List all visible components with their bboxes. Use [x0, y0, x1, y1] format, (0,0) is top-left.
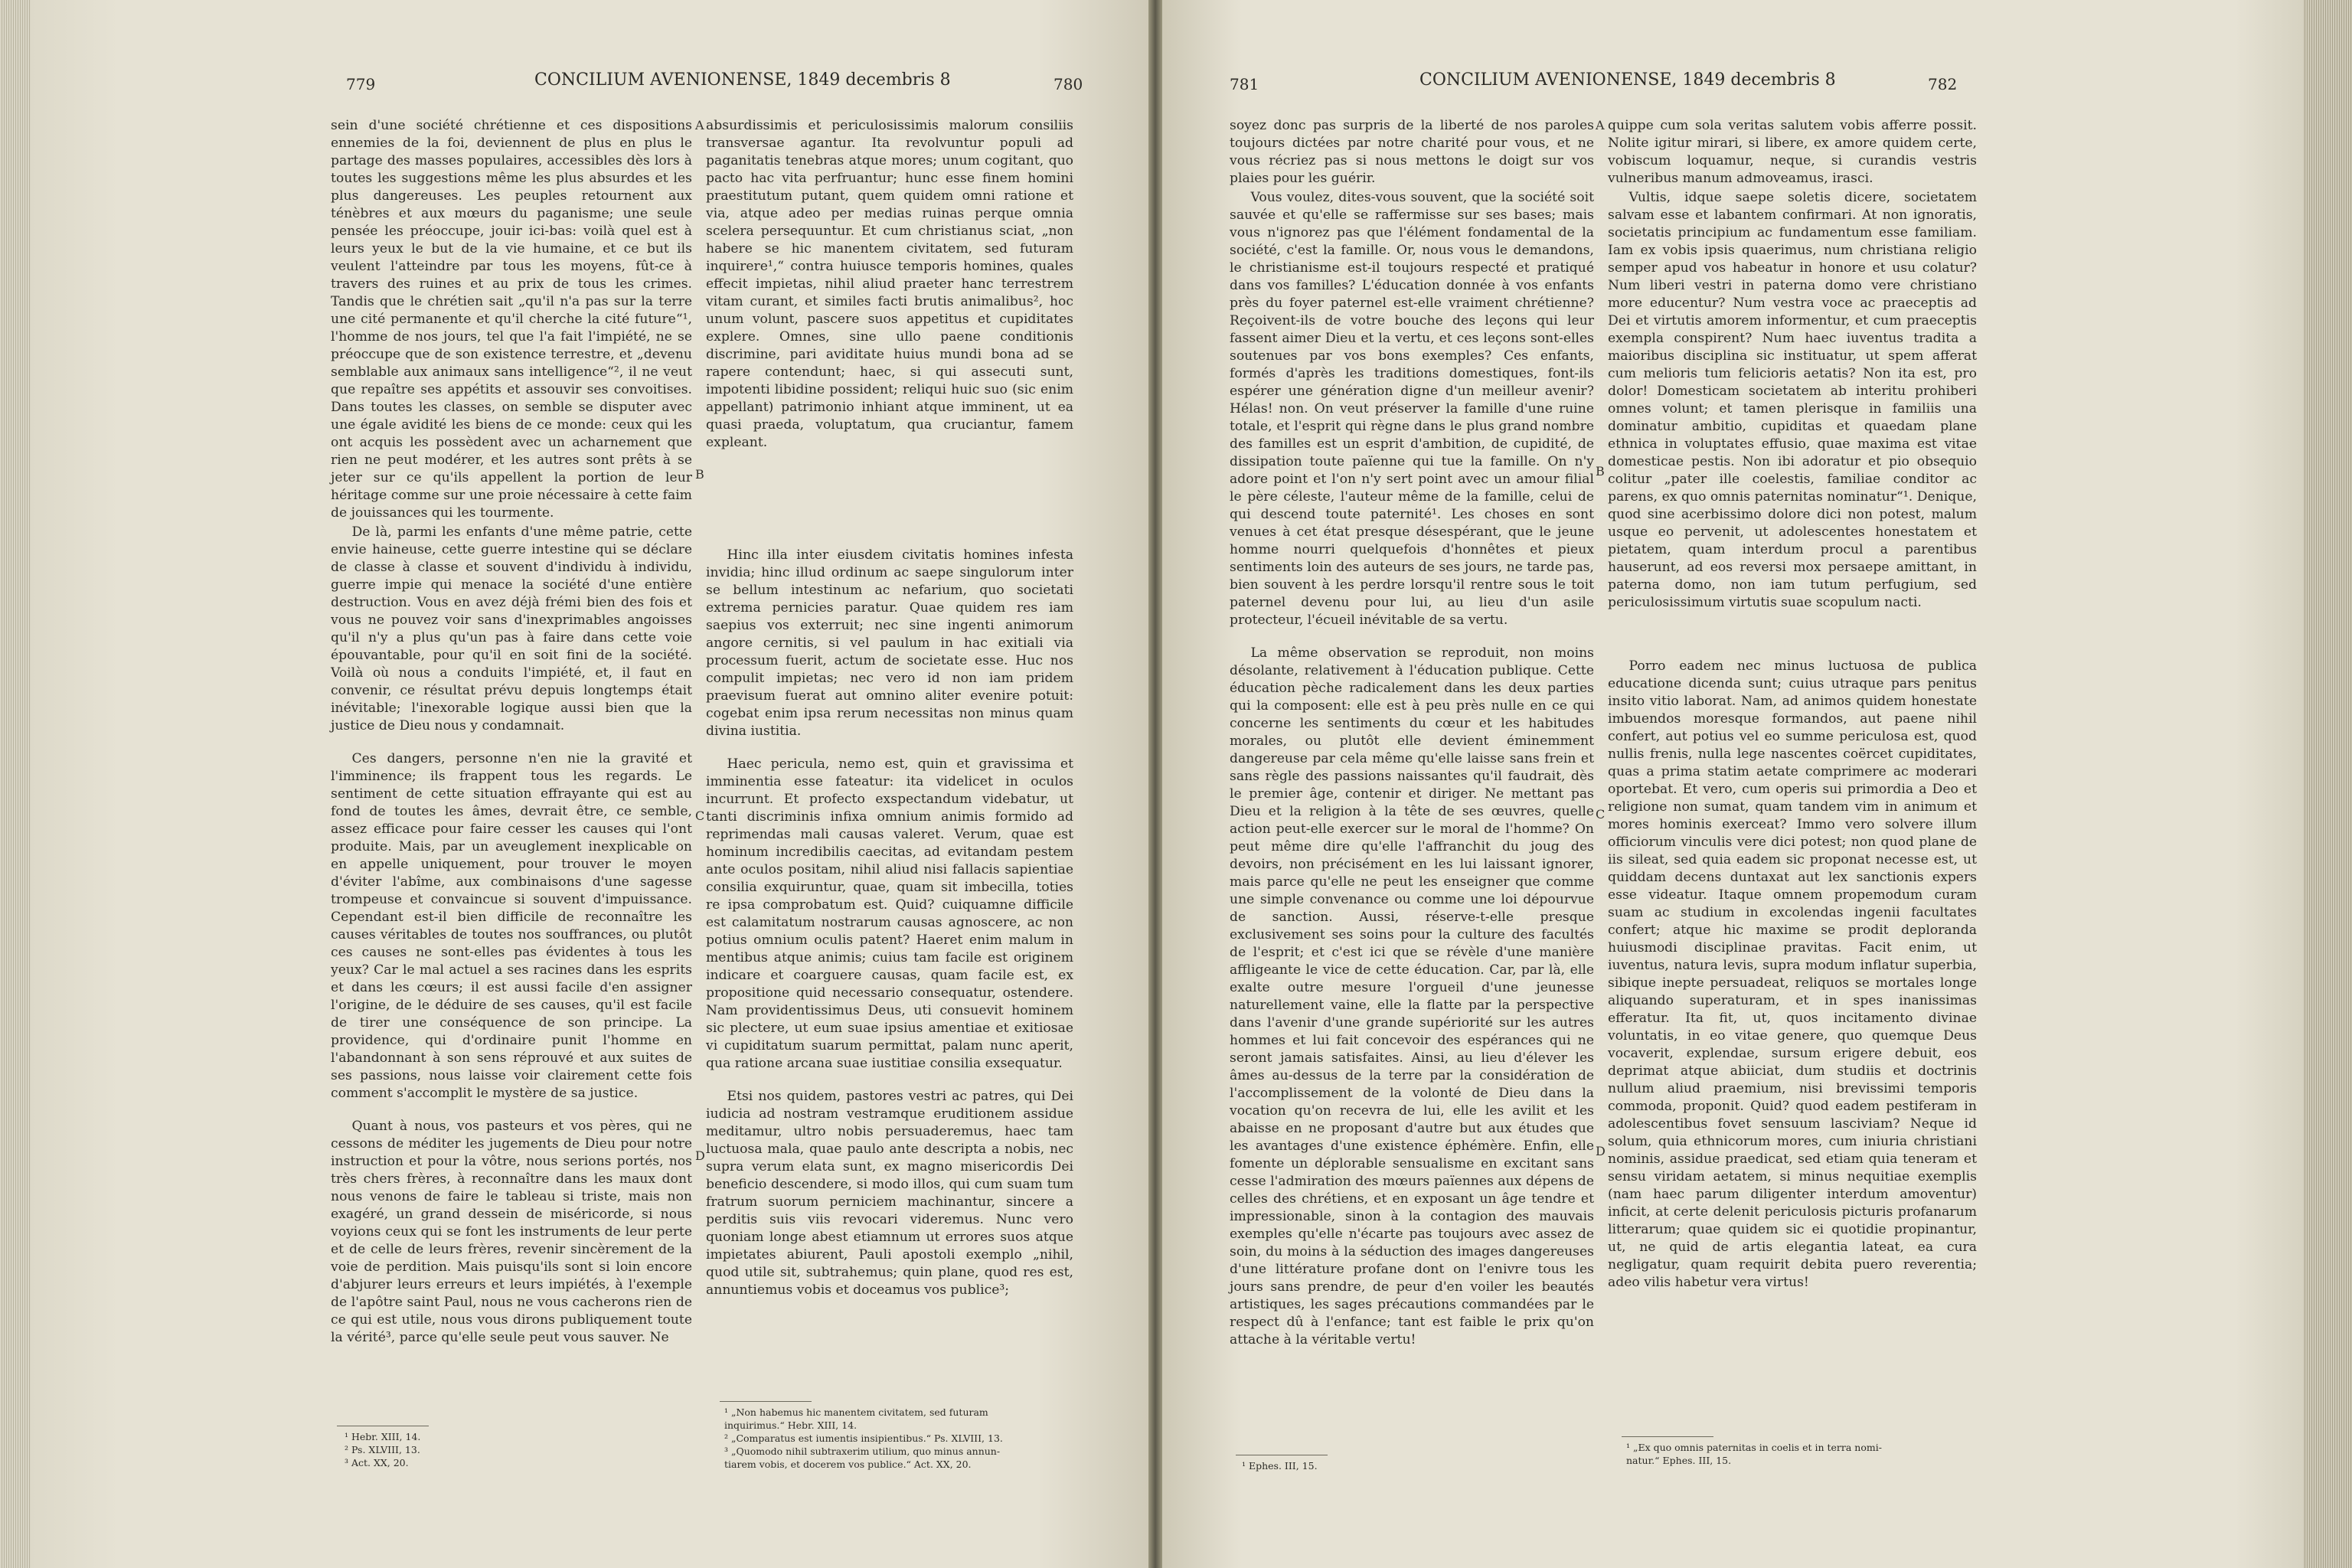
footnote-rule: [1622, 1436, 1713, 1437]
running-header-right: CONCILIUM AVENIONENSE, 1849 decembris 8: [1419, 70, 1836, 90]
paragraph: soyez donc pas surpris de la liberté de nos paroles toujours dictées par notre charité pour vous, et ne vous récriez pas si nous mettons le doigt sur vos plaies pour les guérir.: [1230, 118, 1594, 186]
footnote: ² „Comparatus est iumentis insipientibus.“ Ps. XLVIII, 13.: [724, 1432, 1003, 1444]
margin-marker-c: C: [1596, 807, 1606, 822]
footnote: ¹ Ephes. III, 15.: [1242, 1460, 1318, 1472]
footnote: ¹ „Ex quo omnis paternitas in coelis et in terra nomi-: [1626, 1442, 1882, 1453]
paragraph: Etsi nos quidem, pastores vestri ac patres, qui Dei iudicia ad nostram vestramque eruditionem assidue meditamur, ultro nobis persuaderemus, haec tam luctuosa mala, quae paulo ante descripta a nobis, nec supra verum elata sunt, ex magno misericordis Dei beneficio descendere, si modo illos, qui cum suam tum fratrum suorum perniciem machinantur, sincere a perditis suis viis revocari videremus. Nunc vero quoniam longe abest etiamnum ut errores suos atque impietates abiurent, Pauli apostoli exemplo „nihil, quod utile sit, subtrahemus; quin plane, quod res est, annuntiemus vobis et doceamus vos publice³;: [706, 1089, 1073, 1298]
right-page-latin-footnotes: [1626, 1441, 1963, 1467]
paragraph: Haec pericula, nemo est, quin et gravissima et imminentia esse fateatur: ita videlicet in oculos incurrunt. Et profecto exspectandum videbatur, ut tanti discriminis infixa omnium animis formido ad reprimendas mali causas valeret. Verum, quae est hominum incredibilis caecitas, ad evitandam pestem ante oculos positam, nihil aliud nisi fallacis sapientiae consilia exquiruntur, quae, quam sit imbecilla, toties re ipsa comprobatum est. Quid? cuiquamne difficile est calamitatum nostrarum causas agnoscere, ac non potius omnium oculis patent? Haeret enim malum in mentibus atque animis; cuius tam facile est originem indicare et coarguere causas, quam facile est, ex propositione quid necessario consequatur, ostendere. Nam providentissimus Deus, uti consuevit hominem sic plectere, ut eum suae ipsius amentiae et exitiosae vi cupiditatum suarum permittat, palam nunc aperit, qua ratione arcana suae iustitiae consilia exsequatur.: [706, 756, 1073, 1071]
margin-marker-c: C: [695, 808, 705, 823]
left-page-french-column: [331, 117, 692, 1347]
running-header-left: CONCILIUM AVENIONENSE, 1849 decembris 8: [534, 70, 951, 90]
margin-marker-a: A: [695, 118, 704, 132]
page-stack-left: [0, 0, 31, 1568]
paragraph: Vultis, idque saepe soletis dicere, societatem salvam esse et labantem confirmari. At non ignoratis, societatis principium ac fundamentum esse familiam. Iam ex vobis ipsis quaerimus, num christiana religio semper apud vos habeatur in honore et usu colatur? Num liberi vestri in paterna domo vere christiano more educentur? Num vestra voce ac praeceptis ad Dei et virtutis amorem informentur, et cum praeceptis exempla conspirent? Num haec iuventus tradita a maioribus disciplina sic instituatur, ut spem afferat cum melioris tum felicioris aetatis? Non ita est, pro dolor! Domesticam societatem ab interitu prohiberi omnes volunt; et tamen plerisque in familiis una dominatur ambitio, cupiditas et quaedam plane ethnica in voluptates effusio, quae maxima est vitae domesticae pestis. Non ibi adoratur et pio obsequio colitur „pater ille coelestis, familiae conditor ac parens, ex quo omnis paternitas nominatur“¹. Denique, quod sine acerbissimo dolore dici non potest, malum usque eo pervenit, ut adolescentes honestatem et pietatem, quam interdum procul a parentibus hauserunt, ad eos reversi mox persaepe amittant, in paterna domo, non iam tutum perfugium, sed periculosissimum virtutis suae scopulum nacti.: [1608, 190, 1977, 610]
page-number-779: 779: [346, 75, 376, 93]
right-page-latin-column: [1608, 117, 1977, 1292]
left-page-french-footnotes: [345, 1430, 420, 1469]
right-page-french-column: [1230, 117, 1594, 1349]
footnote: ³ „Quomodo nihil subtraxerim utilium, quo minus annun-: [724, 1446, 1001, 1457]
paragraph: Vous voulez, dites-vous souvent, que la société soit sauvée et qu'elle se raffermisse sur ses bases; mais vous n'ignorez pas que l'élément fondamental de la société, c'est la famille. Or, nous vous le demandons, le christianisme est-il toujours respecté et pratiqué dans vos familles? L'éducation donnée à vos enfants près du foyer paternel est-elle vraiment chrétienne? Reçoivent-ils de votre bouche des leçons qui leur fassent aimer Dieu et la vertu, et ces leçons sont-elles soutenues par vos bons exemples? Ces enfants, formés d'après les traditions domestiques, font-ils espérer une génération digne d'un meilleur avenir? Hélas! non. On veut préserver la famille d'une ruine totale, et l'esprit qui règne dans le plus grand nombre des familles est un esprit d'ambition, de cupidité, de dissipation toute païenne qui tue la famille. On n'y adore point et l'on n'y sert point avec un amour filial le père céleste, l'auteur même de la famille, celui de qui descend toute paternité¹. Les choses en sont venues à cet état presque désespérant, que le jeune homme nourri quelquefois d'honnêtes et pieux sentiments loin des auteurs de ses jours, ne tarde pas, bien souvent à les perdre lorsqu'il rentre sous le toit paternel devenu pour lui, au lieu d'un asile protecteur, l'écueil inévitable de sa vertu.: [1230, 190, 1594, 628]
book-gutter: [1148, 0, 1162, 1568]
paragraph: sein d'une société chrétienne et ces dispositions ennemies de la foi, deviennent de plus en plus le partage des masses populaires, accessibles dès lors à toutes les suggestions même les plus absurdes et les plus dangereuses. Les peuples retournent aux ténèbres et aux mœurs du paganisme; une seule pensée les préoccupe, jouir ici-bas: voilà quel est à leurs yeux le but de la vie humaine, et ce but ils veulent l'atteindre par tous les moyens, fût-ce à travers des ruines et au prix de tous les crimes. Tandis que le chrétien sait „qu'il n'a pas sur la terre une cité permanente et qu'il cherche la cité future“¹, l'homme de nos jours, tel que l'a fait l'impiété, ne se préoccupe que de son existence terrestre, et „devenu semblable aux animaux sans intelligence“², il ne veut que repaître ses appétits et assouvir ses convoitises. Dans toutes les classes, on semble se disputer avec une égale avidité les biens de ce monde: ceux qui les ont acquis les possèdent avec un acharnement que rien ne peut modérer, et les autres sont prêts à se jeter sur ce qu'ils appellent la portion de leur héritage comme sur une proie nécessaire à cette faim de jouissances qui les tourmente.: [331, 118, 692, 521]
margin-marker-a: A: [1596, 118, 1605, 132]
margin-marker-d: D: [1596, 1144, 1606, 1158]
footnote: ² Ps. XLVIII, 13.: [345, 1444, 420, 1455]
paragraph: Hinc illa inter eiusdem civitatis homines infesta invidia; hinc illud ordinum ac saepe singulorum inter se bellum intestinum ac nefarium, quo societati extrema pernicies paratur. Quae quidem res iam saepius vos exterruit; nec sine ingenti animorum angore cernitis, si vel paulum in hac exitiali via processum fuerit, actum de societate esse. Huc nos compulit impietas; nec vero id non iam pridem praevisum fuerat aut omnino aliter evenire potuit: cogebat enim ipsa rerum necessitas non minus quam divina iustitia.: [706, 547, 1073, 739]
footnote: ¹ Hebr. XIII, 14.: [345, 1431, 421, 1442]
footnote: ¹ „Non habemus hic manentem civitatem, sed futuram: [724, 1406, 988, 1418]
footnote-rule: [720, 1401, 812, 1402]
page-number-781: 781: [1230, 75, 1259, 93]
footnote: natur.“ Ephes. III, 15.: [1626, 1455, 1732, 1466]
margin-marker-d: D: [695, 1148, 705, 1163]
left-page-latin-column: [706, 117, 1073, 1299]
footnote: inquirimus.“ Hebr. XIII, 14.: [724, 1419, 858, 1431]
right-page: [1162, 0, 2303, 1568]
paragraph: Porro eadem nec minus luctuosa de publica educatione dicenda sunt; cuius utraque pars penitus insito vitio laborat. Nam, ad animos quidem honestate imbuendos moresque formandos, aut paene nihil confert, aut potius vel eo summe periculosa est, quod nullis frenis, nulla lege nascentes coërcet cupiditates, quas a prima statim aetate comprimere ac moderari oportebat. Et vero, cum operis sui primordia a Deo et religione non sumat, quam tandem vim in animum et mores hominis exerceat? Immo vero solvere illum officiorum vinculis vere dici potest; non quod plane de iis sileat, sed quia eadem sic proponat necesse est, ut quiddam decens duntaxat aut lex sanctionis expers esse videatur. Itaque omnem propemodum curam suam ac studium in excolendas ingenii facultates confert; atque hic maxime se prodit deploranda huiusmodi disciplinae pravitas. Facit enim, ut iuventus, natura levis, supra modum inflatur superbia, sibique inepte persuadeat, reliquos se mortales longe aliquando superaturam, et in spes inanissimas efferatur. Ita fit, ut, quos incitamento divinae voluntatis, in eo vitae genere, quo quemque Deus vocaverit, explendae, sursum erigere debuit, eos deprimat atque abiiciat, dum studiis et doctrinis nullum aliud praemium, nisi brevissimi temporis commoda, proponit. Quid? quod eadem pestiferam in adolescentibus fovet sensuum lasciviam? Neque id solum, quia ethnicorum mores, cum iniuria christiani nominis, assidue praedicat, sed etiam quia teneram et sensu viridam aetatem, si minus nequitiae exemplis (nam haec parum diligenter interdum amoventur) inficit, at certe delenit periculosis picturis profanarum litterarum; quae quidem sic ei quotidie propinantur, ut, ne quid de artis elegantia lateat, ea cura negligatur, quam requirit debita puero reverentia; adeo vilis habetur vera virtus!: [1608, 658, 1977, 1290]
right-page-french-footnotes: [1242, 1459, 1318, 1472]
paragraph: De là, parmi les enfants d'une même patrie, cette envie haineuse, cette guerre intestine qui se déclare de classe à classe et souvent d'individu à individu, guerre impie qui menace la société d'une entière destruction. Vous en avez déjà frémi bien des fois et vous ne pouvez voir sans d'inexprimables angoisses qu'il n'y a plus qu'un pas à faire dans cette voie épouvantable, pour qu'il en soit fini de la société. Voilà où nous a conduits l'impiété, et, il faut en convenir, ce résultat prévu depuis longtemps était inévitable; l'inexorable logique aussi bien que la justice de Dieu nous y condamnait.: [331, 524, 692, 733]
paragraph: Ces dangers, personne n'en nie la gravité et l'imminence; ils frappent tous les regards. Le sentiment de cette situation effrayante qui est au fond de toutes les âmes, devrait être, ce semble, assez efficace pour faire cesser les causes qui l'ont produite. Mais, par un aveuglement inexplicable on en appelle uniquement, pour trouver le moyen d'éviter l'abîme, aux combinaisons d'une sagesse trompeuse et convaincue si souvent d'impuissance. Cependant est-il bien difficile de reconnaître les causes véritables de toutes nos souffrances, ou plutôt ces causes ne sont-elles pas évidentes à tous les yeux? Car le mal actuel a ses racines dans les esprits et dans les cœurs; il est aussi facile d'en assigner l'origine, de le déduire de ses causes, qu'il est facile de tirer une conséquence de son principe. La providence, qui d'ordinaire punit l'homme en l'abandonnant à son sens réprouvé et aux suites de ses passions, nous laisse voir clairement cette fois comment s'accomplit le mystère de sa justice.: [331, 751, 692, 1101]
margin-marker-b: B: [1596, 464, 1605, 479]
footnote: tiarem vobis, et docerem vos publice.“ Act. XX, 20.: [724, 1459, 972, 1470]
paragraph: quippe cum sola veritas salutem vobis afferre possit. Nolite igitur mirari, si libere, ex amore quidem certe, vobiscum loquamur, neque, si curandis vestris vulneribus manum admoveamus, irasci.: [1608, 118, 1977, 186]
paragraph: Quant à nous, vos pasteurs et vos pères, qui ne cessons de méditer les jugements de Dieu pour notre instruction et pour la vôtre, nous serions portés, nos très chers frères, à reconnaître dans les maux dont nous venons de faire le tableau si triste, mais non exagéré, un grand dessein de miséricorde, si nous voyions ceux qui se font les instruments de leur perte et de celle de leurs frères, revenir sincèrement de la voie de perdition. Mais puisqu'ils sont si loin encore d'abjurer leurs erreurs et leurs impiétés, à l'exemple de l'apôtre saint Paul, nous ne vous cacherons rien de ce qui est utile, nous vous dirons publiquement toute la vérité³, parce qu'elle seule peut vous sauver. Ne: [331, 1119, 692, 1345]
margin-marker-b: B: [695, 467, 704, 482]
paragraph: La même observation se reproduit, non moins désolante, relativement à l'éducation publique. Cette éducation pèche radicalement dans les deux parties qui la composent: elle est à peu près nulle en ce qui concerne les sentiments du cœur et les habitudes morales, ou plutôt elle devient éminemment dangereuse par cela même qu'elle laisse sans frein et sans règle des passions naissantes qu'il faudrait, dès le premier âge, contenir et diriger. Ne mettant pas Dieu et la religion à la tête de ses œuvres, quelle action peut-elle exercer sur le moral de l'homme? On peut même dire qu'elle l'affranchit du joug des devoirs, non précisément en les lui laissant ignorer, mais parce qu'elle ne peut les enseigner que comme une simple convenance ou comme une loi dépourvue de sanction. Aussi, réserve-t-elle presque exclusivement ses soins pour la culture des facultés de l'esprit; et c'est ici que se révèle d'une manière affligeante le vice de cette éducation. Car, par là, elle exalte outre mesure l'orgueil d'une jeunesse naturellement vaine, elle la flatte par la perspective dans l'avenir d'une grande supériorité sur les autres hommes et lui fait concevoir des espérances qui ne seront jamais satisfaites. Ainsi, au lieu d'élever les âmes au-dessus de la terre par la considération de l'accomplissement de la volonté de Dieu dans la vocation qu'on recevra de lui, elle les avilit et les abaisse en ne proposant d'autre but aux études que les avantages d'une existence éphémère. Enfin, elle fomente un déplorable sensualisme en excitant sans cesse l'admiration des mœurs païennes aux dépens de celles des chrétiens, et en exposant un âge tendre et impressionable, sinon à la contagion des mauvais exemples qu'elle n'écarte pas toujours avec assez de soin, du moins à la séduction des images dangereuses d'une littérature profane dont on l'enivre tous les jours sans prendre, de peur d'en voiler les beautés artistiques, les sages précautions commandées par le respect dû à l'enfance; tant est faible le prix qu'on attache à la véritable vertu!: [1230, 645, 1594, 1348]
page-number-780: 780: [1054, 75, 1083, 93]
paragraph: absurdissimis et periculosissimis malorum consiliis transversae agantur. Ita revolvuntur populi ad paganitatis tenebras atque mores; unum cogitant, quo pacto hac vita perfruantur; hunc esse finem homini praestitutum putant, quem quidem omni ratione et via, atque adeo per medias ruinas perque omnia scelera persequuntur. Et cum christianus sciat, „non habere se hic manentem civitatem, sed futuram inquirere¹,“ contra huiusce temporis homines, quales effecit impietas, nihil aliud praeter hanc terrestrem vitam curant, et similes facti brutis animalibus², hoc unum volunt, pascere suos appetitus et cupiditates explere. Omnes, sine ullo paene conditionis discrimine, pari aviditate huius mundi bona ad se rapere contendunt; haec, si qui assecuti sunt, impotenti libidine possident; reliqui huic suo (sic enim appellant) patrimonio inhiant atque imminent, ut ea quasi praeda, voluptatum, qua cruciantur, famem expleant.: [706, 118, 1073, 450]
footnote: ³ Act. XX, 20.: [345, 1457, 409, 1468]
left-page: [31, 0, 1148, 1568]
page-number-782: 782: [1928, 75, 1958, 93]
page-stack-right: [2303, 0, 2352, 1568]
left-page-latin-footnotes: [724, 1406, 1061, 1471]
